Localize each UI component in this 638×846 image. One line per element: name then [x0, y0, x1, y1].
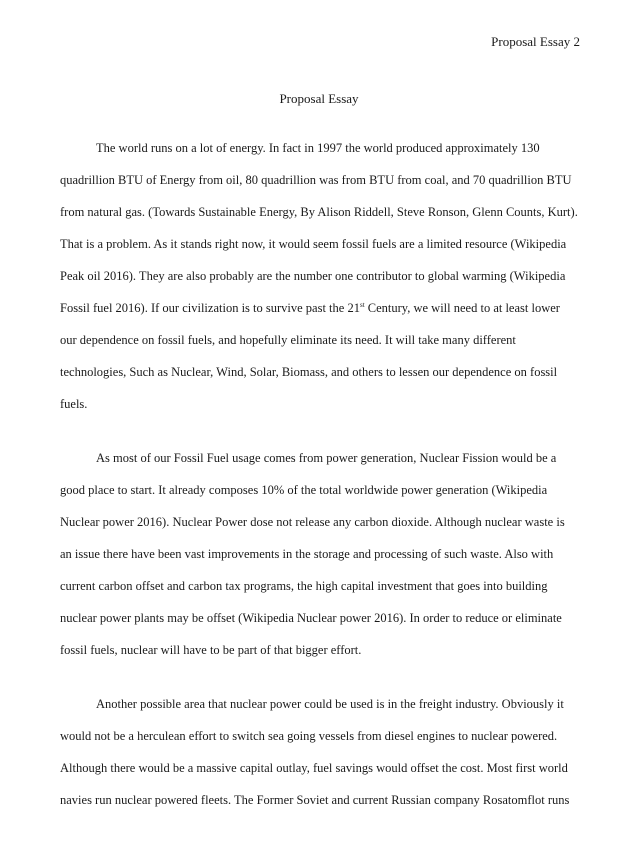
text-line: fossil fuels, nuclear will have to be part of that bigger effort.	[60, 643, 362, 657]
text-line: from natural gas. (Towards Sustainable Energy, By Alison Riddell, Steve Ronson, Glenn Counts, Kurt).	[60, 205, 578, 219]
paragraph-1	[60, 140, 580, 428]
text-line: That is a problem. As it stands right now, it would seem fossil fuels are a limited resource (Wikipedia	[60, 237, 567, 251]
text-line: As most of our Fossil Fuel usage comes from power generation, Nuclear Fission would be a	[96, 451, 557, 465]
text-line: technologies, Such as Nuclear, Wind, Solar, Biomass, and others to lessen our dependence on fossil	[60, 365, 558, 379]
text-line: The world runs on a lot of energy. In fact in 1997 the world produced approximately 130	[96, 141, 540, 155]
essay-body	[60, 140, 580, 846]
text-line: quadrillion BTU of Energy from oil, 80 quadrillion was from BTU from coal, and 70 quadrillion BTU	[60, 173, 572, 187]
ordinal-superscript: st	[359, 300, 365, 309]
text-line: good place to start. It already composes 10% of the total worldwide power generation (Wikipedia	[60, 483, 548, 497]
paragraph-2	[60, 450, 580, 674]
text-line: current carbon offset and carbon tax programs, the high capital investment that goes into building	[60, 579, 548, 593]
text-line: would not be a herculean effort to switch sea going vessels from diesel engines to nuclear powered.	[60, 729, 558, 743]
text-segment: Fossil fuel 2016). If our civilization is to survive past the 21	[60, 301, 360, 315]
text-line-with-superscript	[60, 300, 580, 332]
paragraph-3	[60, 696, 580, 824]
text-line: navies run nuclear powered fleets. The Former Soviet and current Russian company Rosatomflot runs	[60, 793, 570, 807]
text-line: fuels.	[60, 397, 88, 411]
text-line: Nuclear power 2016). Nuclear Power dose not release any carbon dioxide. Although nuclear waste is	[60, 515, 565, 529]
text-line: Another possible area that nuclear power could be used is in the freight industry. Obviously it	[96, 697, 564, 711]
text-line: our dependence on fossil fuels, and hopefully eliminate its need. It will take many different	[60, 333, 516, 347]
text-line: nuclear power plants may be offset (Wikipedia Nuclear power 2016). In order to reduce or eliminate	[60, 611, 562, 625]
text-line: Although there would be a massive capital outlay, fuel savings would offset the cost. Most first world	[60, 761, 568, 775]
text-line: an issue there have been vast improvements in the storage and processing of such waste. Also with	[60, 547, 554, 561]
text-line: Peak oil 2016). They are also probably are the number one contributor to global warming (Wikipedia	[60, 269, 566, 283]
text-segment: Century, we will need to at least lower	[364, 301, 560, 315]
running-header: Proposal Essay 2	[491, 34, 580, 49]
document-title: Proposal Essay	[279, 91, 359, 106]
